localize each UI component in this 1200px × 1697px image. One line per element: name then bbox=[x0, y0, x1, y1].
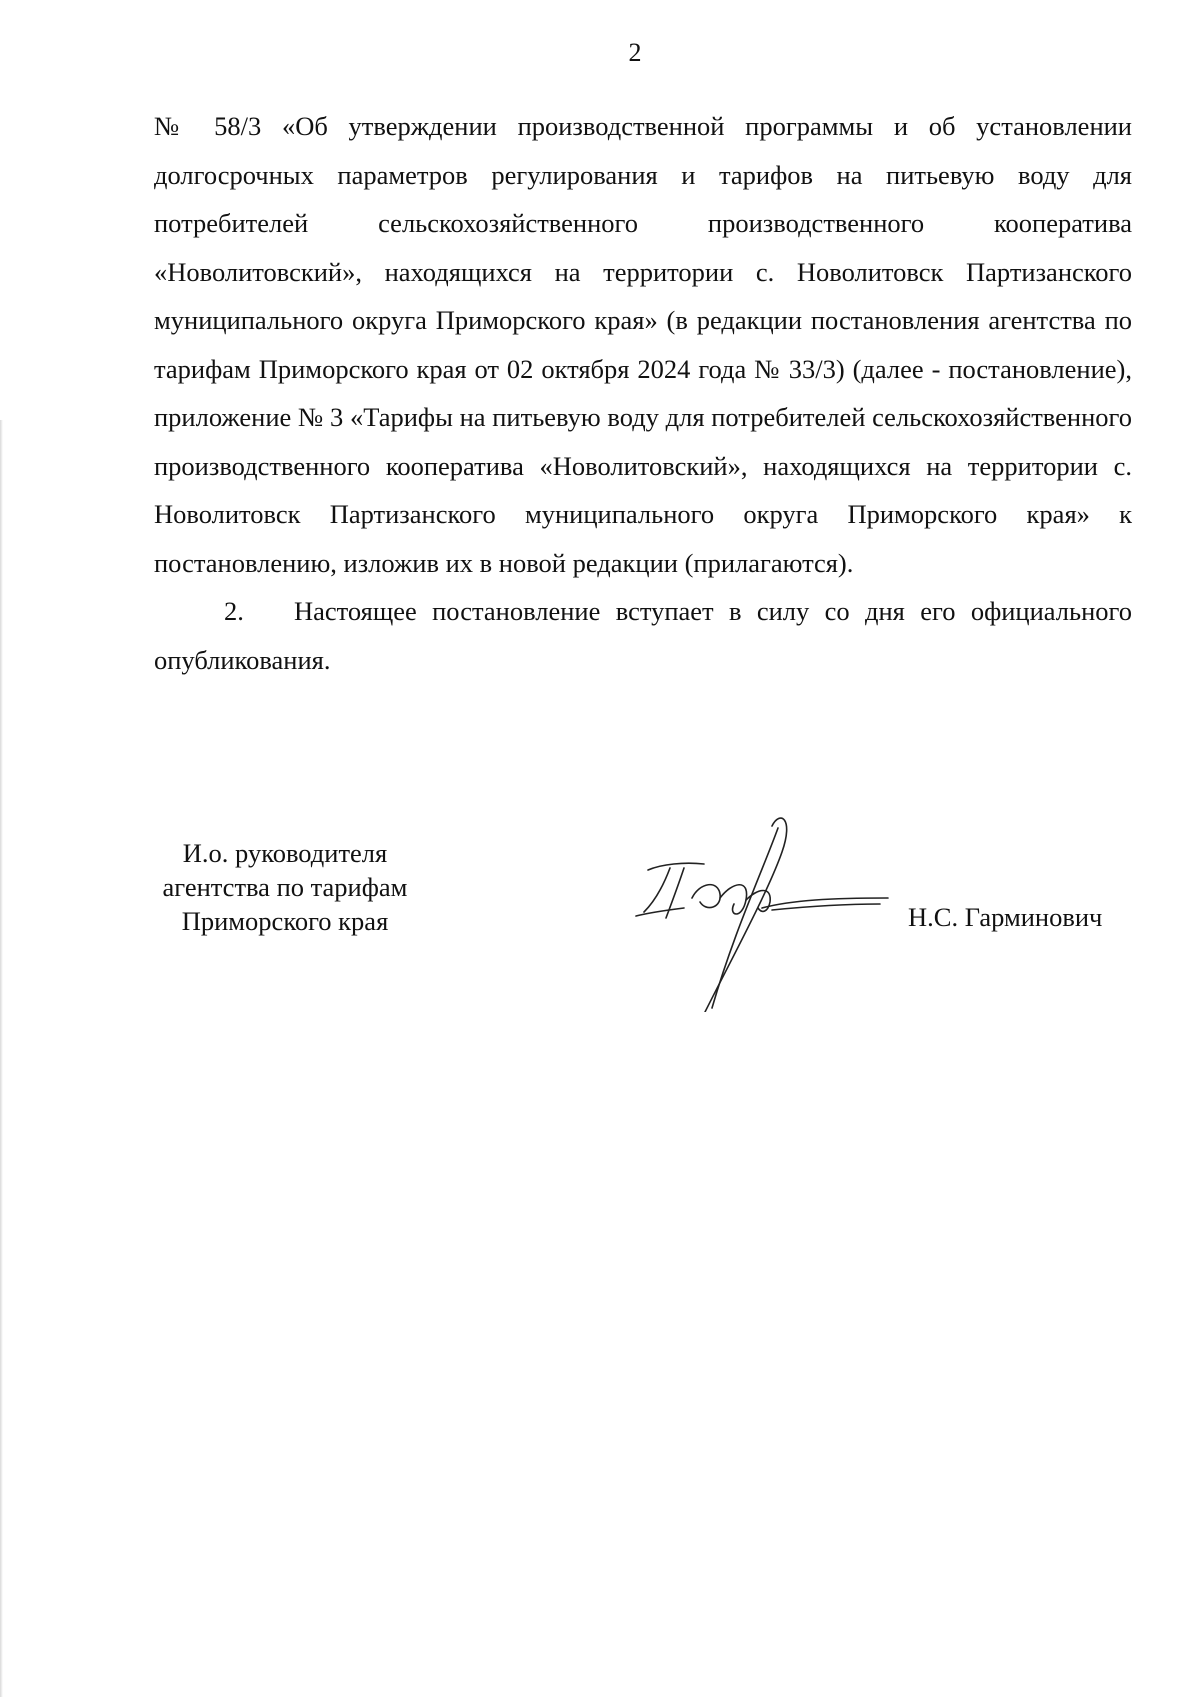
item-text: Настоящее постановление вступает в силу со дня его официального опубликования. bbox=[154, 596, 1132, 675]
signer-position-line-2: агентства по тарифам bbox=[162, 872, 408, 902]
signer-position-line-1: И.о. руководителя bbox=[182, 838, 388, 868]
document-body bbox=[154, 102, 1132, 684]
signer-position-line-3: Приморского края bbox=[181, 906, 389, 936]
paragraph-continuation: № 58/3 «Об утверждении производственной программы и об установлении долгосрочных параметров регулирования и тарифов на питьевую воду для потребителей сельскохозяйственного производственного кооператива «Новолитовский», находящихся на территории с. Новолитовск Партизанского муниципального округа Приморского края» (в редакции постановления агентства по тарифам Приморского края от 02 октября 2024 года № 33/3) (далее - постановление), приложение № 3 «Тарифы на питьевую воду для потребителей сельскохозяйственного производственного кооператива «Новолитовский», находящихся на территории с. Новолитовск Партизанского муниципального округа Приморского края» к постановлению, изложив их в новой редакции (прилагаются). bbox=[154, 111, 1132, 578]
signer-name: Н.С. Гарминович bbox=[908, 902, 1103, 932]
item-number: 2. bbox=[224, 596, 244, 626]
numbered-item-2 bbox=[154, 587, 1132, 684]
signer-position bbox=[140, 836, 430, 938]
handwritten-signature bbox=[622, 812, 892, 1012]
scan-edge-shadow bbox=[0, 420, 3, 1697]
page-number: 2 bbox=[628, 38, 642, 67]
